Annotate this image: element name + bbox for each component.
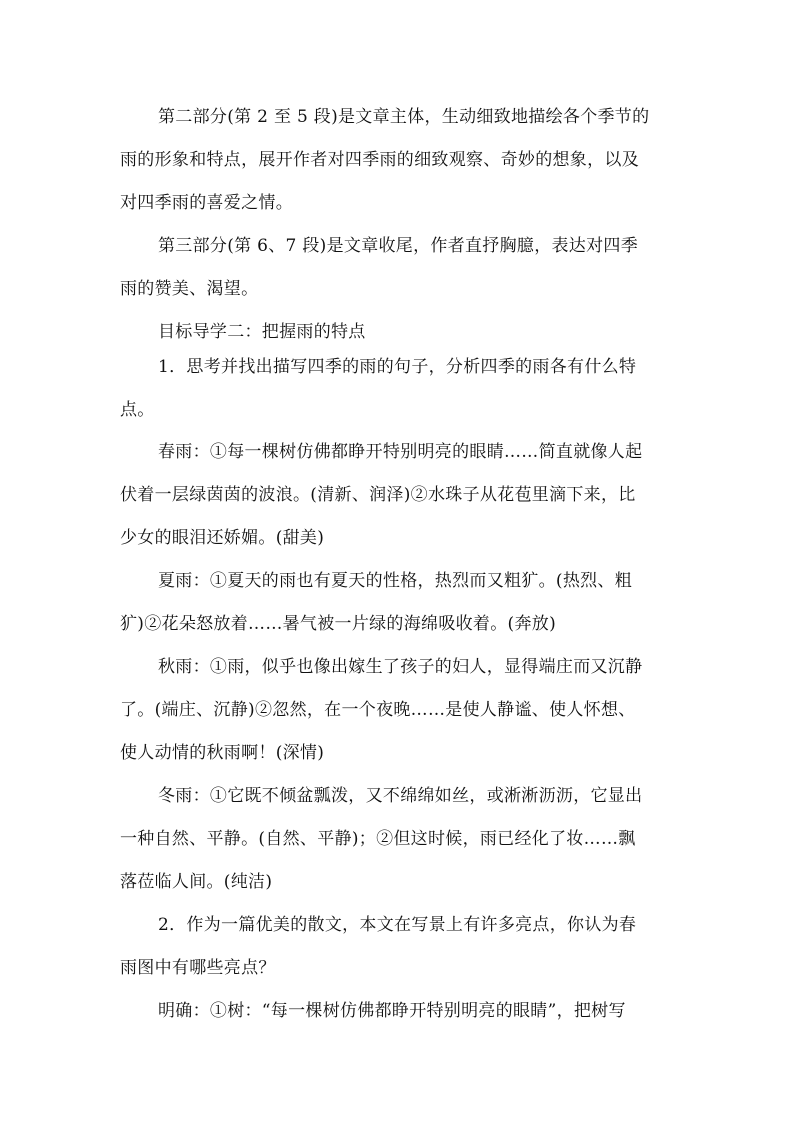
text-line: 对四季雨的喜爱之情。 — [120, 193, 293, 213]
text-line: 犷)②花朵怒放着……暑气被一片绿的海绵吸收着。(奔放) — [120, 614, 556, 634]
question-line: 点。 — [120, 400, 155, 420]
text-line: 第三部分(第 6、7 段)是文章收尾，作者直抒胸臆，表达对四季 — [158, 236, 639, 256]
text-line: 伏着一层绿茵茵的波浪。(清新、润泽)②水珠子从花苞里滴下来，比 — [120, 485, 636, 505]
question-line: 1．思考并找出描写四季的雨的句子，分析四季的雨各有什么特 — [158, 357, 637, 377]
text-line: 明确：①树：“每一棵树仿佛都睁开特别明亮的眼睛”，把树写 — [158, 1001, 626, 1021]
text-line: 了。(端庄、沉静)②忽然，在一个夜晚……是使人静谧、使人怀想、 — [120, 700, 636, 720]
text-line: 雨的赞美、渴望。 — [120, 279, 259, 299]
text-line: 秋雨：①雨，似乎也像出嫁生了孩子的妇人，显得端庄而又沉静 — [158, 657, 643, 677]
text-line: 第二部分(第 2 至 5 段)是文章主体，生动细致地描绘各个季节的 — [158, 107, 650, 127]
text-line: 雨的形象和特点，展开作者对四季雨的细致观察、奇妙的想象，以及 — [120, 150, 639, 170]
question-line: 雨图中有哪些亮点？ — [120, 958, 276, 978]
text-line: 使人动情的秋雨啊！(深情) — [120, 743, 325, 763]
text-line: 冬雨：①它既不倾盆瓢泼，又不绵绵如丝，或淅淅沥沥，它显出 — [158, 786, 643, 806]
question-line: 2．作为一篇优美的散文，本文在写景上有许多亮点，你认为春 — [158, 915, 637, 935]
text-line: 一种自然、平静。(自然、平静)；②但这时候，雨已经化了妆……飘 — [120, 829, 636, 849]
text-line: 落莅临人间。(纯洁) — [120, 872, 273, 892]
section-heading: 目标导学二：把握雨的特点 — [158, 322, 366, 342]
text-line: 春雨：①每一棵树仿佛都睁开特别明亮的眼睛……简直就像人起 — [158, 442, 643, 462]
text-line: 夏雨：①夏天的雨也有夏天的性格，热烈而又粗犷。(热烈、粗 — [158, 571, 633, 591]
text-line: 少女的眼泪还娇媚。(甜美) — [120, 528, 325, 548]
